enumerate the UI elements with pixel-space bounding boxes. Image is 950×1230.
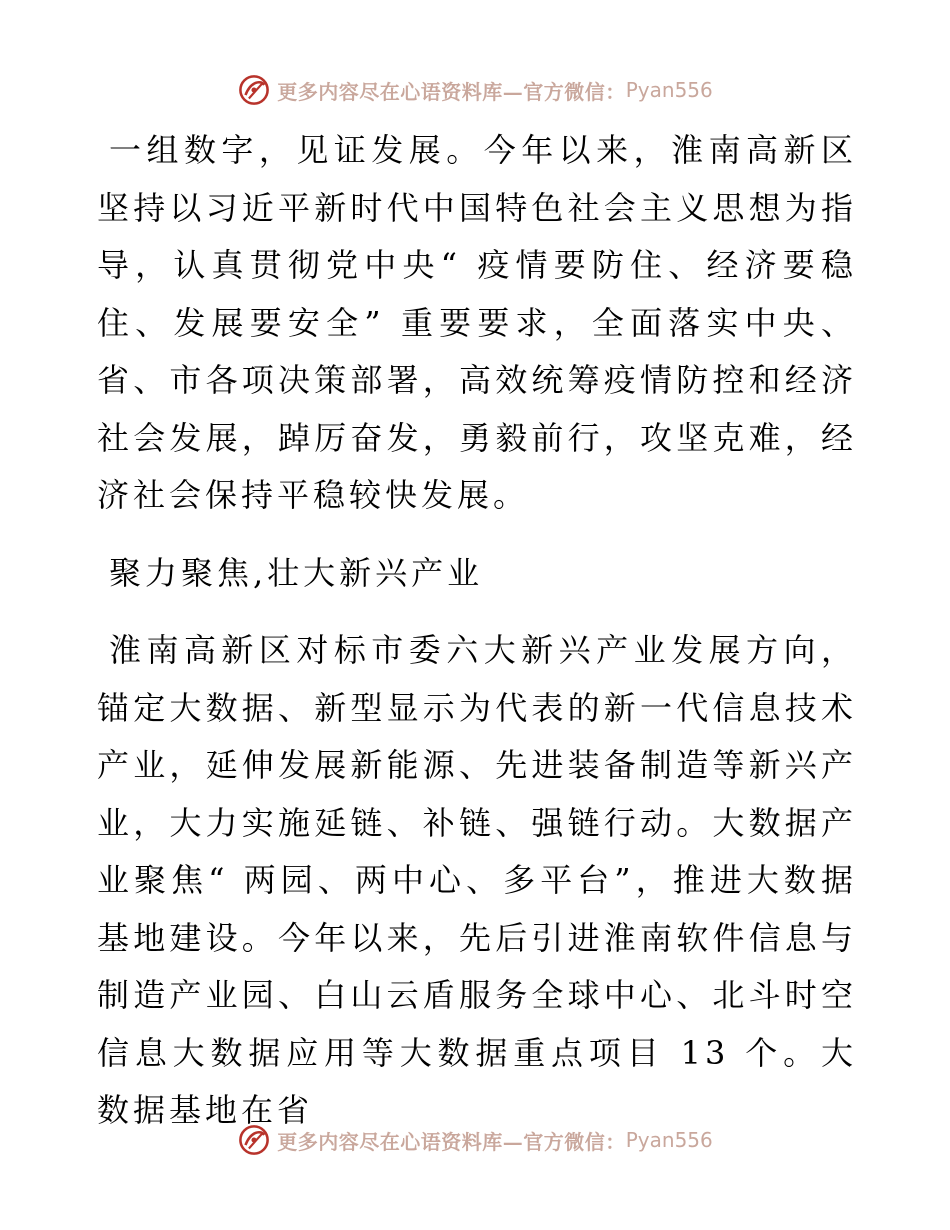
watermark-footer	[0, 1120, 950, 1160]
watermark-handle: Pyan556	[625, 78, 713, 102]
watermark-handle: Pyan556	[625, 1128, 713, 1152]
paragraph-intro: 一组数字，见证发展。今年以来，淮南高新区坚持以习近平新时代中国特色社会主义思想为指导，认真贯彻党中央“ 疫情要防住、经济要稳住、发展要安全” 重要要求，全面落实中央、省、市各项决策部署，高效统筹疫情防控和经济社会发展，踔厉奋发，勇毅前行，攻坚克难，经济社会保持平稳较快发展。	[97, 131, 857, 514]
watermark-text: 更多内容尽在心语资料库—官方微信：	[277, 79, 626, 104]
watermark-header	[0, 70, 950, 110]
watermark-text: 更多内容尽在心语资料库—官方微信：	[277, 1129, 626, 1154]
section-heading: 聚力聚焦,壮大新兴产业	[109, 553, 484, 592]
paragraph-industry: 淮南高新区对标市委六大新兴产业发展方向，锚定大数据、新型显示为代表的新一代信息技术产业，延伸发展新能源、先进装备制造等新兴产业，大力实施延链、补链、强链行动。大数据产业聚焦“ 两园、两中心、多平台”，推进大数据基地建设。今年以来，先后引进淮南软件信息与制造产业园、白山云盾服务全球中心、北斗时空信息大数据应用等大数据重点项目 13 个。大数据基地在省	[97, 631, 857, 1129]
document-body	[97, 122, 857, 1160]
seal-logo-icon	[237, 73, 271, 107]
seal-logo-icon	[237, 1123, 271, 1157]
